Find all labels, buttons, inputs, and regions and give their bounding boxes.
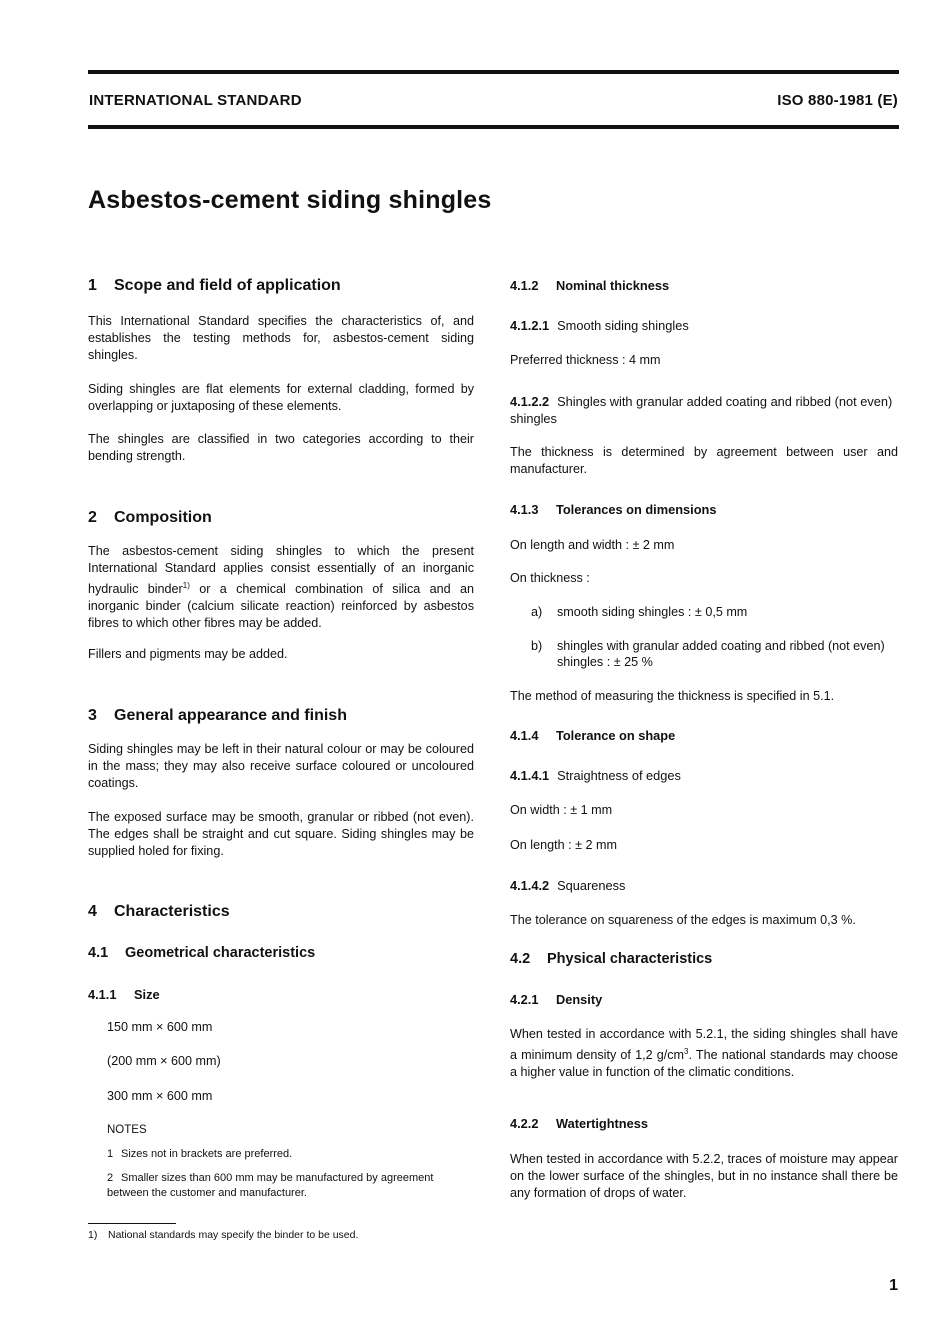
paragraph: On width : ± 1 mm (510, 803, 613, 817)
footnote-marker: 1) (88, 1229, 98, 1241)
page-number: 1 (889, 1277, 898, 1294)
note-text: Sizes not in brackets are preferred. (121, 1148, 293, 1160)
section-title: Scope and field of application (114, 277, 341, 294)
paragraph: Fillers and pigments may be added. (88, 647, 288, 661)
paragraph: This International Standard specifies the characteristics of, and establishes the testing methods for, asbestos-cement siding shingles. (88, 314, 474, 362)
section-number: 1 (88, 277, 97, 294)
section-4-1-2-2-heading (510, 393, 898, 427)
section-title: Straightness of edges (557, 768, 681, 783)
list-item (531, 604, 898, 620)
section-4-1-1-heading (88, 987, 160, 1002)
section-number: 3 (88, 707, 97, 724)
paragraph: On length : ± 2 mm (510, 838, 618, 852)
section-title: Geometrical characteristics (125, 945, 316, 961)
section-number: 2 (88, 509, 97, 526)
paragraph (88, 543, 474, 632)
section-number: 4.1.2.2 (510, 394, 550, 409)
section-title: Squareness (557, 878, 626, 893)
section-title: Density (556, 992, 603, 1007)
section-title: Physical characteristics (547, 951, 713, 967)
section-4-1-4-1-heading (510, 768, 681, 783)
section-2-heading (88, 509, 212, 527)
section-title: Tolerance on shape (556, 728, 676, 743)
section-number: 4.2.1 (510, 992, 539, 1007)
section-4-heading (88, 903, 230, 921)
footnote-text: National standards may specify the binder to be used. (108, 1229, 359, 1241)
paragraph: The thickness is determined by agreement between user and manufacturer. (510, 445, 898, 476)
list-item (531, 638, 898, 670)
section-title: Smooth siding shingles (557, 318, 689, 333)
paragraph: Siding shingles may be left in their natural colour or may be coloured in the mass; they may also receive surface coloured or uncoloured coatings. (88, 742, 474, 790)
footnote (88, 1229, 358, 1241)
list-text: smooth siding shingles : ± 0,5 mm (557, 605, 748, 619)
paragraph: The tolerance on squareness of the edges is maximum 0,3 %. (510, 913, 856, 927)
section-4-1-4-heading (510, 728, 675, 743)
list-marker: a) (531, 605, 543, 619)
section-title: Nominal thickness (556, 278, 670, 293)
paragraph: Preferred thickness : 4 mm (510, 353, 661, 367)
paragraph: The shingles are classified in two categories according to their bending strength. (88, 432, 474, 463)
section-4-2-heading (510, 951, 712, 967)
section-title: Shingles with granular added coating and ribbed (not even) shingles (510, 394, 893, 426)
list-text: shingles with granular added coating and ribbed (not even) shingles : ± 25 % (557, 639, 885, 669)
text-run: . The national standards may choose a higher value in function of the climatic conditions. (510, 1048, 898, 1079)
section-4-1-3-heading (510, 502, 716, 517)
text-run: The asbestos-cement siding shingles to which the present International Standard applies consist essentially of an inorganic hydraulic binder (88, 544, 474, 596)
section-title: General appearance and finish (114, 707, 347, 724)
paragraph (510, 1026, 898, 1081)
paragraph: On length and width : ± 2 mm (510, 538, 675, 552)
section-title: Characteristics (114, 903, 230, 920)
section-4-2-2-heading (510, 1116, 648, 1131)
section-number: 4.2.2 (510, 1116, 539, 1131)
superscript: 3 (684, 1047, 689, 1056)
list-marker: b) (531, 639, 543, 653)
section-4-2-1-heading (510, 992, 602, 1007)
section-4-1-4-2-heading (510, 878, 625, 893)
section-title: Tolerances on dimensions (556, 502, 717, 517)
section-number: 4.1.4 (510, 728, 539, 743)
note-number: 1 (107, 1148, 114, 1160)
size-item: 300 mm × 600 mm (107, 1089, 213, 1103)
section-4-1-heading (88, 945, 315, 961)
section-4-1-2-heading (510, 278, 669, 293)
section-number: 4 (88, 903, 97, 920)
note-number: 2 (107, 1172, 114, 1184)
paragraph: On thickness : (510, 571, 590, 585)
paragraph: When tested in accordance with 5.2.2, traces of moisture may appear on the lower surface of the shingles, but in no instance shall there be any formation of drops of water. (510, 1152, 898, 1200)
size-item: 150 mm × 600 mm (107, 1020, 213, 1034)
footnote-rule (88, 1223, 176, 1224)
size-item: (200 mm × 600 mm) (107, 1054, 221, 1068)
notes-label: NOTES (107, 1124, 147, 1136)
section-title: Composition (114, 509, 212, 526)
section-number: 4.1.3 (510, 502, 539, 517)
paragraph: The exposed surface may be smooth, granular or ribbed (not even). The edges shall be straight and cut square. Siding shingles may be supplied holed for fixing. (88, 810, 474, 858)
paragraph: The method of measuring the thickness is specified in 5.1. (510, 689, 835, 703)
standard-number: ISO 880-1981 (E) (777, 92, 898, 109)
note-text: Smaller sizes than 600 mm may be manufactured by agreement between the customer and manufacturer. (107, 1172, 434, 1199)
section-number: 4.1.2 (510, 278, 539, 293)
section-4-1-2-1-heading (510, 318, 689, 333)
section-title: Size (134, 987, 160, 1002)
note (107, 1147, 474, 1162)
section-title: Watertightness (556, 1116, 648, 1131)
section-3-heading (88, 707, 347, 725)
section-number: 4.1.4.1 (510, 768, 550, 783)
document-type-label: INTERNATIONAL STANDARD (89, 92, 302, 109)
section-1-heading (88, 277, 341, 295)
note (107, 1171, 474, 1201)
section-number: 4.2 (510, 951, 531, 967)
header-bottom-rule (88, 125, 899, 129)
paragraph: Siding shingles are flat elements for external cladding, formed by overlapping or juxtaposing of these elements. (88, 382, 474, 413)
section-number: 4.1.1 (88, 987, 117, 1002)
section-number: 4.1.2.1 (510, 318, 550, 333)
section-number: 4.1.4.2 (510, 878, 550, 893)
section-number: 4.1 (88, 945, 109, 961)
footnote-reference: 1) (182, 581, 190, 590)
header-top-rule (88, 70, 899, 74)
text-run: or a chemical combination of silica and an inorganic binder (calcium silicate reaction) reinforced by asbestos fibres to which other fibres may be added. (88, 582, 474, 630)
text-run: When tested in accordance with 5.2.1, the siding shingles shall have a minimum density of 1,2 g/cm (510, 1027, 898, 1062)
document-title: Asbestos-cement siding shingles (88, 186, 492, 214)
